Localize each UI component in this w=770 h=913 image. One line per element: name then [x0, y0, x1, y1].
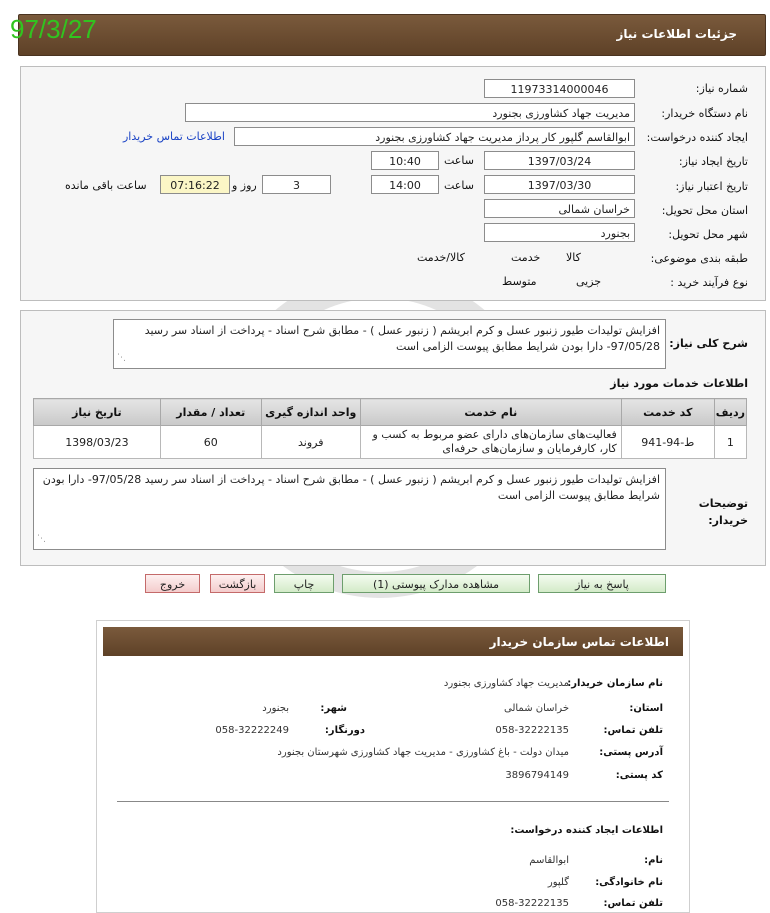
creator-title: اطلاعات ایجاد کننده درخواست:: [510, 825, 663, 836]
contact-postal-value: 3896794149: [505, 770, 569, 781]
row-unit: فروند: [261, 426, 360, 459]
contact-fax-value: 058-32222249: [215, 725, 289, 736]
days-label: روز و: [232, 179, 257, 192]
need-number-field: 11973314000046: [484, 79, 635, 98]
process-option-minor: جزیی: [576, 275, 602, 288]
row-name: فعالیت‌های سازمان‌های دارای عضو مربوط به کسب و کار، کارفرمایان و سازمان‌های حرفه‌ای: [360, 426, 621, 459]
process-label: نوع فرآیند خرید :: [670, 276, 748, 289]
exit-button[interactable]: خروج: [145, 574, 200, 593]
description-label: شرح کلی نیاز:: [669, 337, 748, 350]
category-label: طبقه بندی موضوعی:: [650, 252, 748, 265]
col-index: ردیف: [714, 399, 746, 426]
creator-phone-value: 058-32222135: [495, 898, 569, 909]
attachments-button[interactable]: مشاهده مدارک پیوستی (1): [342, 574, 530, 593]
contact-divider: [117, 801, 669, 802]
process-option-medium: متوسط: [502, 275, 537, 288]
created-time-field: 10:40: [371, 151, 439, 170]
contact-phone-label: تلفن تماس:: [603, 725, 663, 736]
created-time-label: ساعت: [444, 154, 474, 167]
buyer-org-field: مدیریت جهاد کشاورزی بجنورد: [185, 103, 635, 122]
contact-city-value: بجنورد: [262, 703, 289, 714]
buyer-org-label: نام دستگاه خریدار:: [661, 107, 748, 120]
contact-card-title: اطلاعات تماس سازمان خریدار: [489, 635, 669, 649]
contact-card-header: [103, 627, 683, 656]
contact-address-value: میدان دولت - باغ کشاورزی - مدیریت جهاد کشاورزی شهرستان بجنورد: [277, 747, 569, 758]
contact-postal-label: کد پستی:: [615, 770, 663, 781]
category-option-service: خدمت: [511, 251, 541, 264]
services-table: [33, 398, 747, 459]
creator-first-name-label: نام:: [644, 855, 663, 866]
col-unit: واحد اندازه گیری: [261, 399, 360, 426]
description-text: افزایش تولیدات طیور زنبور عسل و کرم ابریشم ( زنبور عسل ) - مطابق شرح اسناد - پرداخت از اسناد سر رسید 97/05/28- دارا بودن شرایط مطابق پیوست الزامی است: [144, 324, 660, 353]
category-option-goods-service: کالا/خدمت: [417, 251, 465, 264]
page-title: جزئیات اطلاعات نیاز: [616, 27, 737, 41]
print-button[interactable]: چاپ: [274, 574, 334, 593]
contact-fax-label: دورنگار:: [324, 725, 365, 736]
contact-address-label: آدرس پستی:: [599, 747, 663, 758]
valid-time-label: ساعت: [444, 179, 474, 192]
date-stamp: 97/3/27: [10, 14, 97, 44]
resize-grip-icon[interactable]: ⋰: [37, 534, 46, 544]
buyer-contact-card: [96, 620, 690, 913]
buyer-notes-label: توضیحات خریدار:: [698, 497, 748, 527]
category-option-goods: کالا: [566, 251, 581, 264]
valid-date-field: 1397/03/30: [484, 175, 635, 194]
valid-time-field: 14:00: [371, 175, 439, 194]
remaining-label: ساعت باقی مانده: [65, 179, 147, 192]
city-field: بجنورد: [484, 223, 635, 242]
remaining-time-field: 07:16:22: [160, 175, 230, 194]
back-button[interactable]: بازگشت: [210, 574, 265, 593]
contact-phone-value: 058-32222135: [495, 725, 569, 736]
table-row: [34, 426, 747, 459]
created-date-label: تاریخ ایجاد نیاز:: [678, 155, 748, 168]
row-qty: 60: [160, 426, 261, 459]
creator-last-name-label: نام خانوادگی:: [595, 877, 663, 888]
need-number-label: شماره نیاز:: [695, 82, 748, 95]
province-label: استان محل تحویل:: [661, 204, 748, 217]
contact-province-label: استان:: [629, 703, 663, 714]
row-index: 1: [714, 426, 746, 459]
valid-date-label: تاریخ اعتبار نیاز:: [675, 180, 748, 193]
creator-first-name-value: ابوالقاسم: [529, 855, 569, 866]
city-label: شهر محل تحویل:: [668, 228, 748, 241]
requester-label: ایجاد کننده درخواست:: [646, 131, 748, 144]
contact-province-value: خراسان شمالی: [503, 703, 569, 714]
creator-last-name-value: گلپور: [547, 877, 569, 888]
contact-org-value: مدیریت جهاد کشاورزی بجنورد: [443, 678, 569, 689]
col-date: تاریخ نیاز: [34, 399, 161, 426]
buyer-notes-textarea[interactable]: [33, 468, 666, 550]
page-header: [18, 14, 766, 56]
buyer-notes-text: افزایش تولیدات طیور زنبور عسل و کرم ابریشم ( زنبور عسل ) - مطابق شرح اسناد - پرداخت از اسناد سر رسید 97/05/28- دارا بودن شرایط مطابق پیوست الزامی است: [42, 473, 660, 502]
province-field: خراسان شمالی: [484, 199, 635, 218]
row-code: ط-94-941: [621, 426, 714, 459]
services-table-header: [34, 399, 747, 426]
resize-grip-icon[interactable]: ⋰: [117, 353, 126, 363]
remaining-days-field: 3: [262, 175, 331, 194]
description-textarea[interactable]: [113, 319, 666, 369]
buyer-contact-link[interactable]: اطلاعات تماس خریدار: [123, 130, 225, 143]
contact-org-label: نام سازمان خریدار:: [567, 678, 663, 689]
respond-button[interactable]: پاسخ به نیاز: [538, 574, 666, 593]
requester-field: ابوالقاسم گلپور کار پرداز مدیریت جهاد کشاورزی بجنورد: [234, 127, 635, 146]
services-title: اطلاعات خدمات مورد نیاز: [610, 377, 748, 390]
col-name: نام خدمت: [360, 399, 621, 426]
col-qty: تعداد / مقدار: [160, 399, 261, 426]
contact-city-label: شهر:: [320, 703, 347, 714]
col-code: کد خدمت: [621, 399, 714, 426]
creator-phone-label: تلفن تماس:: [603, 898, 663, 909]
created-date-field: 1397/03/24: [484, 151, 635, 170]
row-date: 1398/03/23: [34, 426, 161, 459]
